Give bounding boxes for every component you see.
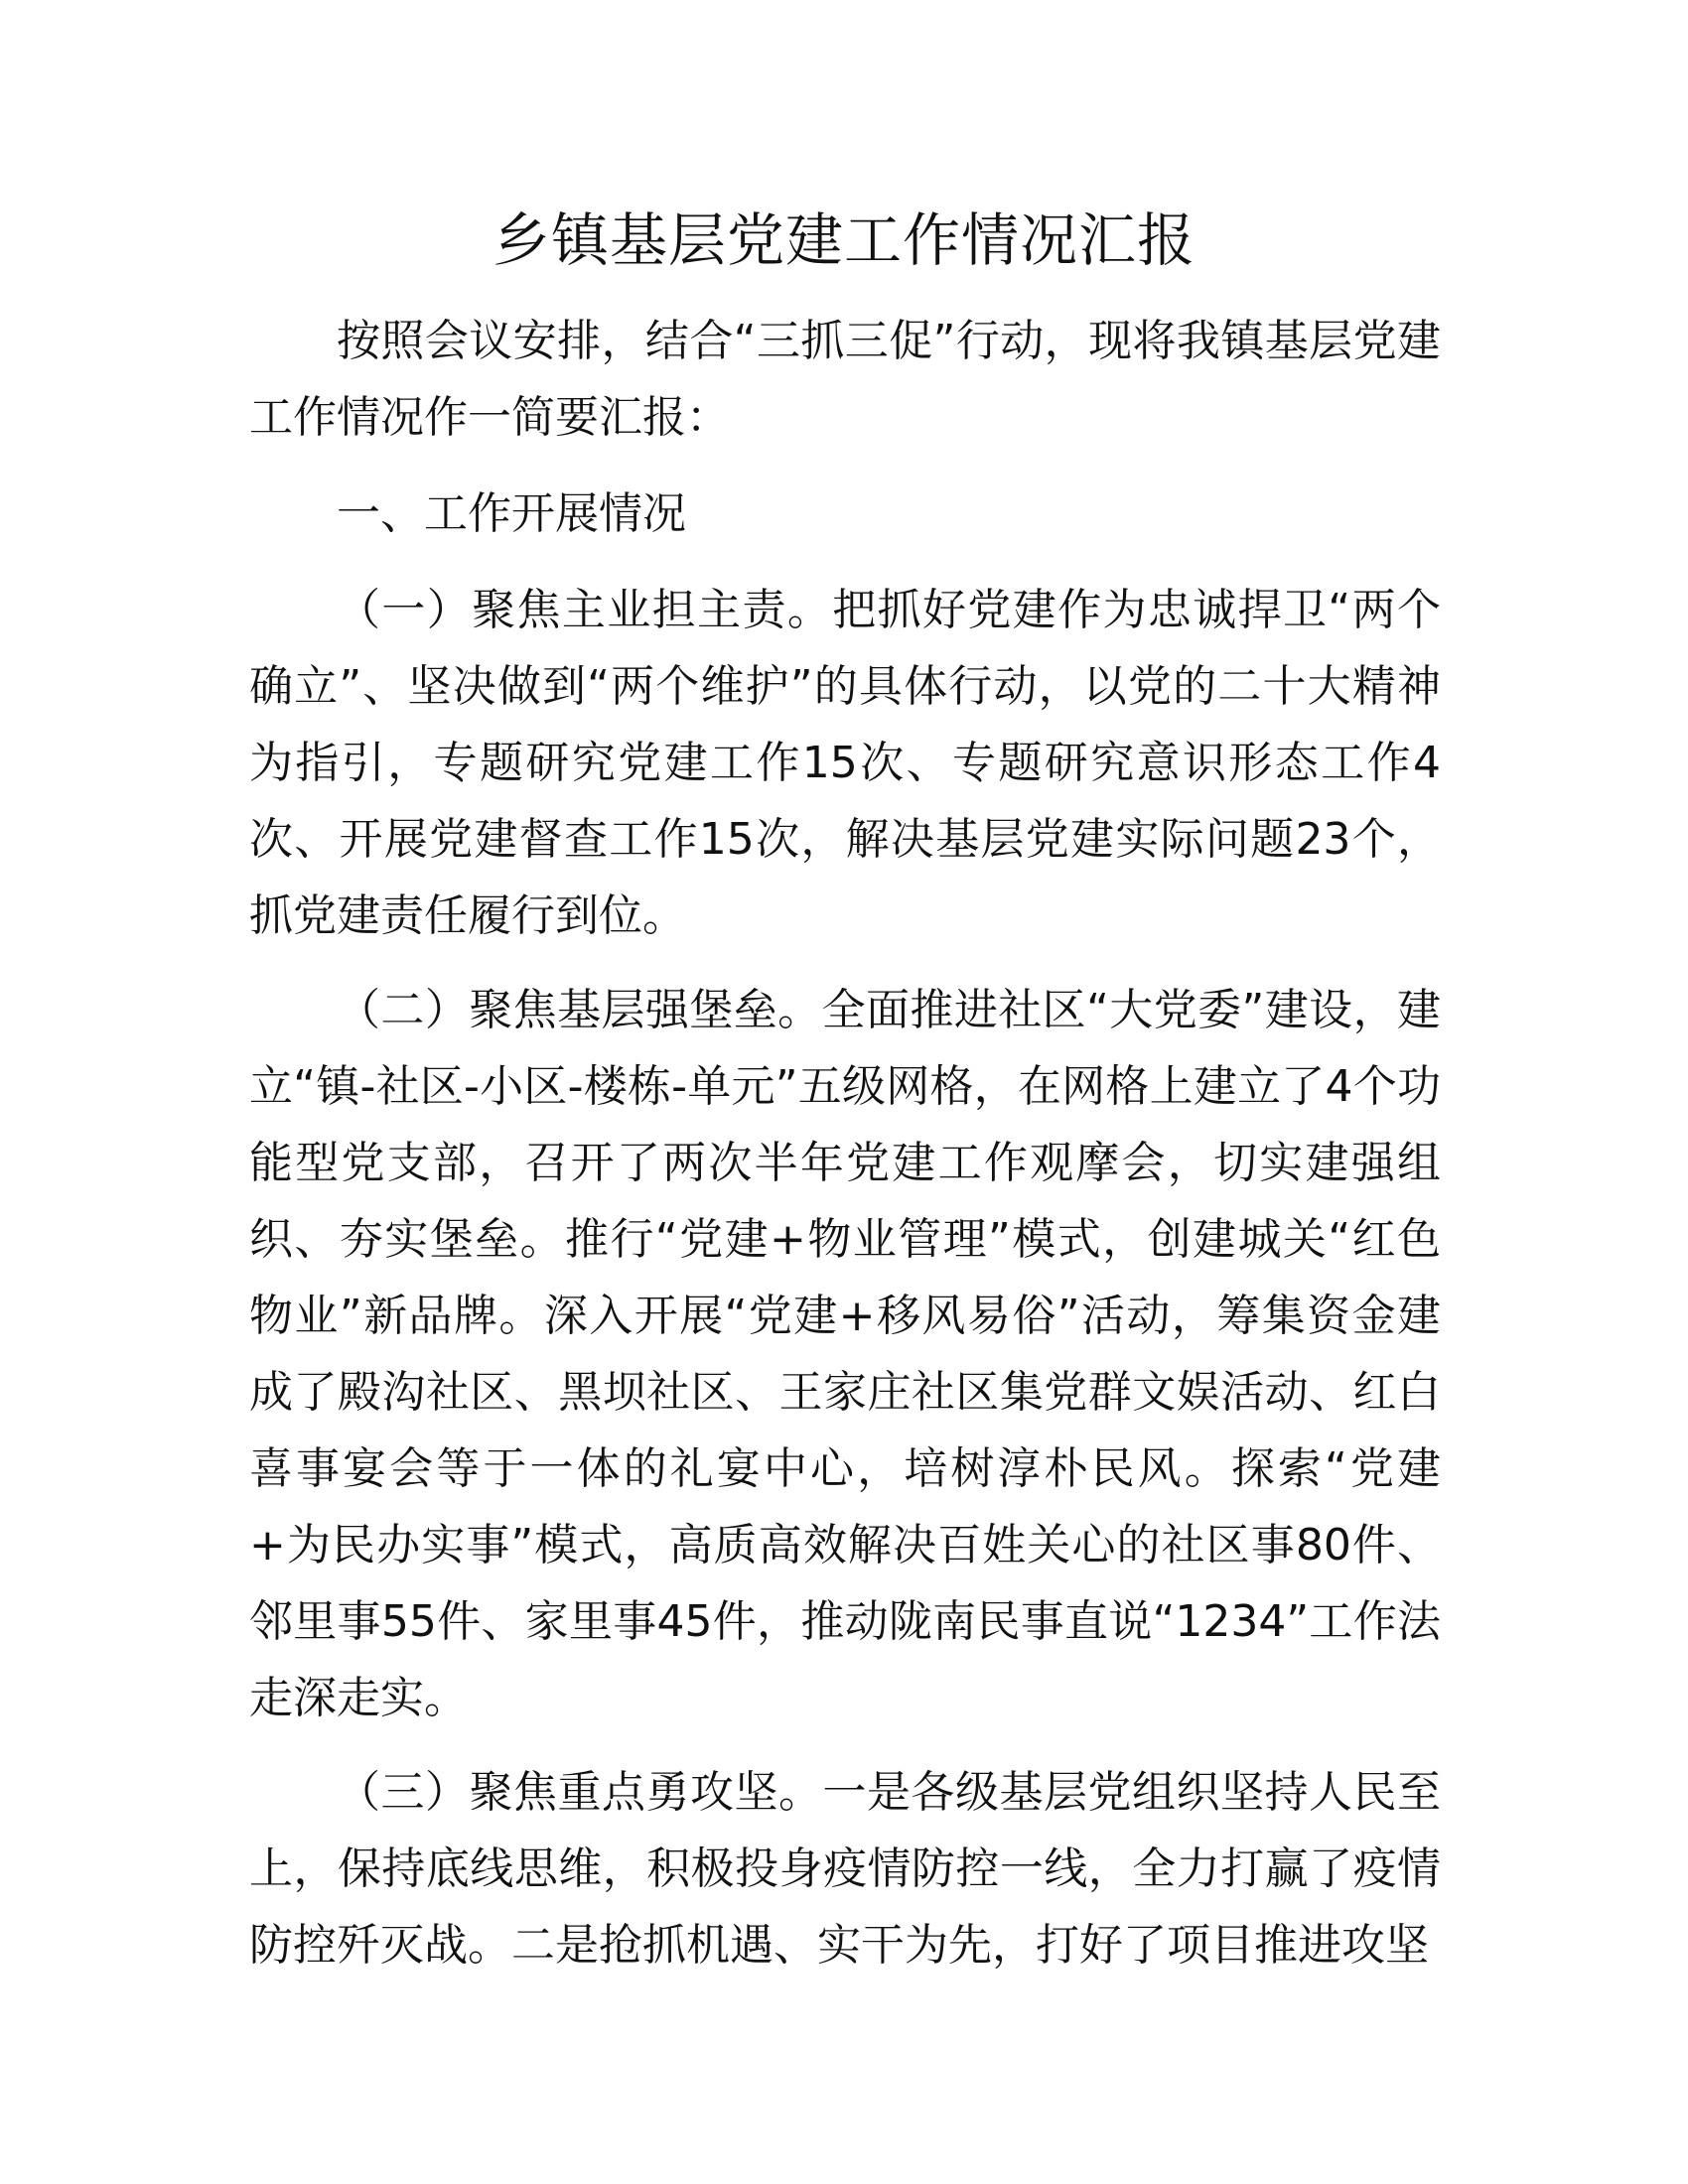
- section-heading: 一、工作开展情况: [337, 488, 686, 539]
- intro-paragraph: 按照会议安排，结合“三抓三促”行动，现将我镇基层党建工作情况作一简要汇报：: [249, 316, 1441, 443]
- document-title: 乡镇基层党建工作情况汇报: [492, 206, 1196, 274]
- paragraph-item-3: （三）聚焦重点勇攻坚。一是各级基层党组织坚持人民至上，保持底线思维，积极投身疫情防控一线，全力打赢了疫情防控歼灭战。二是抢抓机遇、实干为先，打好了项目推进攻坚: [249, 1767, 1441, 1971]
- document-body: [249, 303, 1441, 1983]
- paragraph-item-1: （一）聚焦主业担主责。把抓好党建作为忠诚捍卫“两个确立”、坚决做到“两个维护”的具体行动，以党的二十大精神为指引，专题研究党建工作15次、专题研究意识形态工作4次、开展党建督查工作15次，解决基层党建实际问题23个，抓党建责任履行到位。: [249, 585, 1441, 941]
- paragraph-item-2: （二）聚焦基层强堡垒。全面推进社区“大党委”建设，建立“镇-社区-小区-楼栋-单元”五级网格，在网格上建立了4个功能型党支部，召开了两次半年党建工作观摩会，切实建强组织、夯实堡垒。推行“党建+物业管理”模式，创建城关“红色物业”新品牌。深入开展“党建+移风易俗”活动，筹集资金建成了殿沟社区、黑坝社区、王家庄社区集党群文娱活动、红白喜事宴会等于一体的礼宴中心，培树淳朴民风。探索“党建+为民办实事”模式，高质高效解决百姓关心的社区事80件、邻里事55件、家里事45件，推动陇南民事直说“1234”工作法走深走实。: [249, 985, 1441, 1723]
